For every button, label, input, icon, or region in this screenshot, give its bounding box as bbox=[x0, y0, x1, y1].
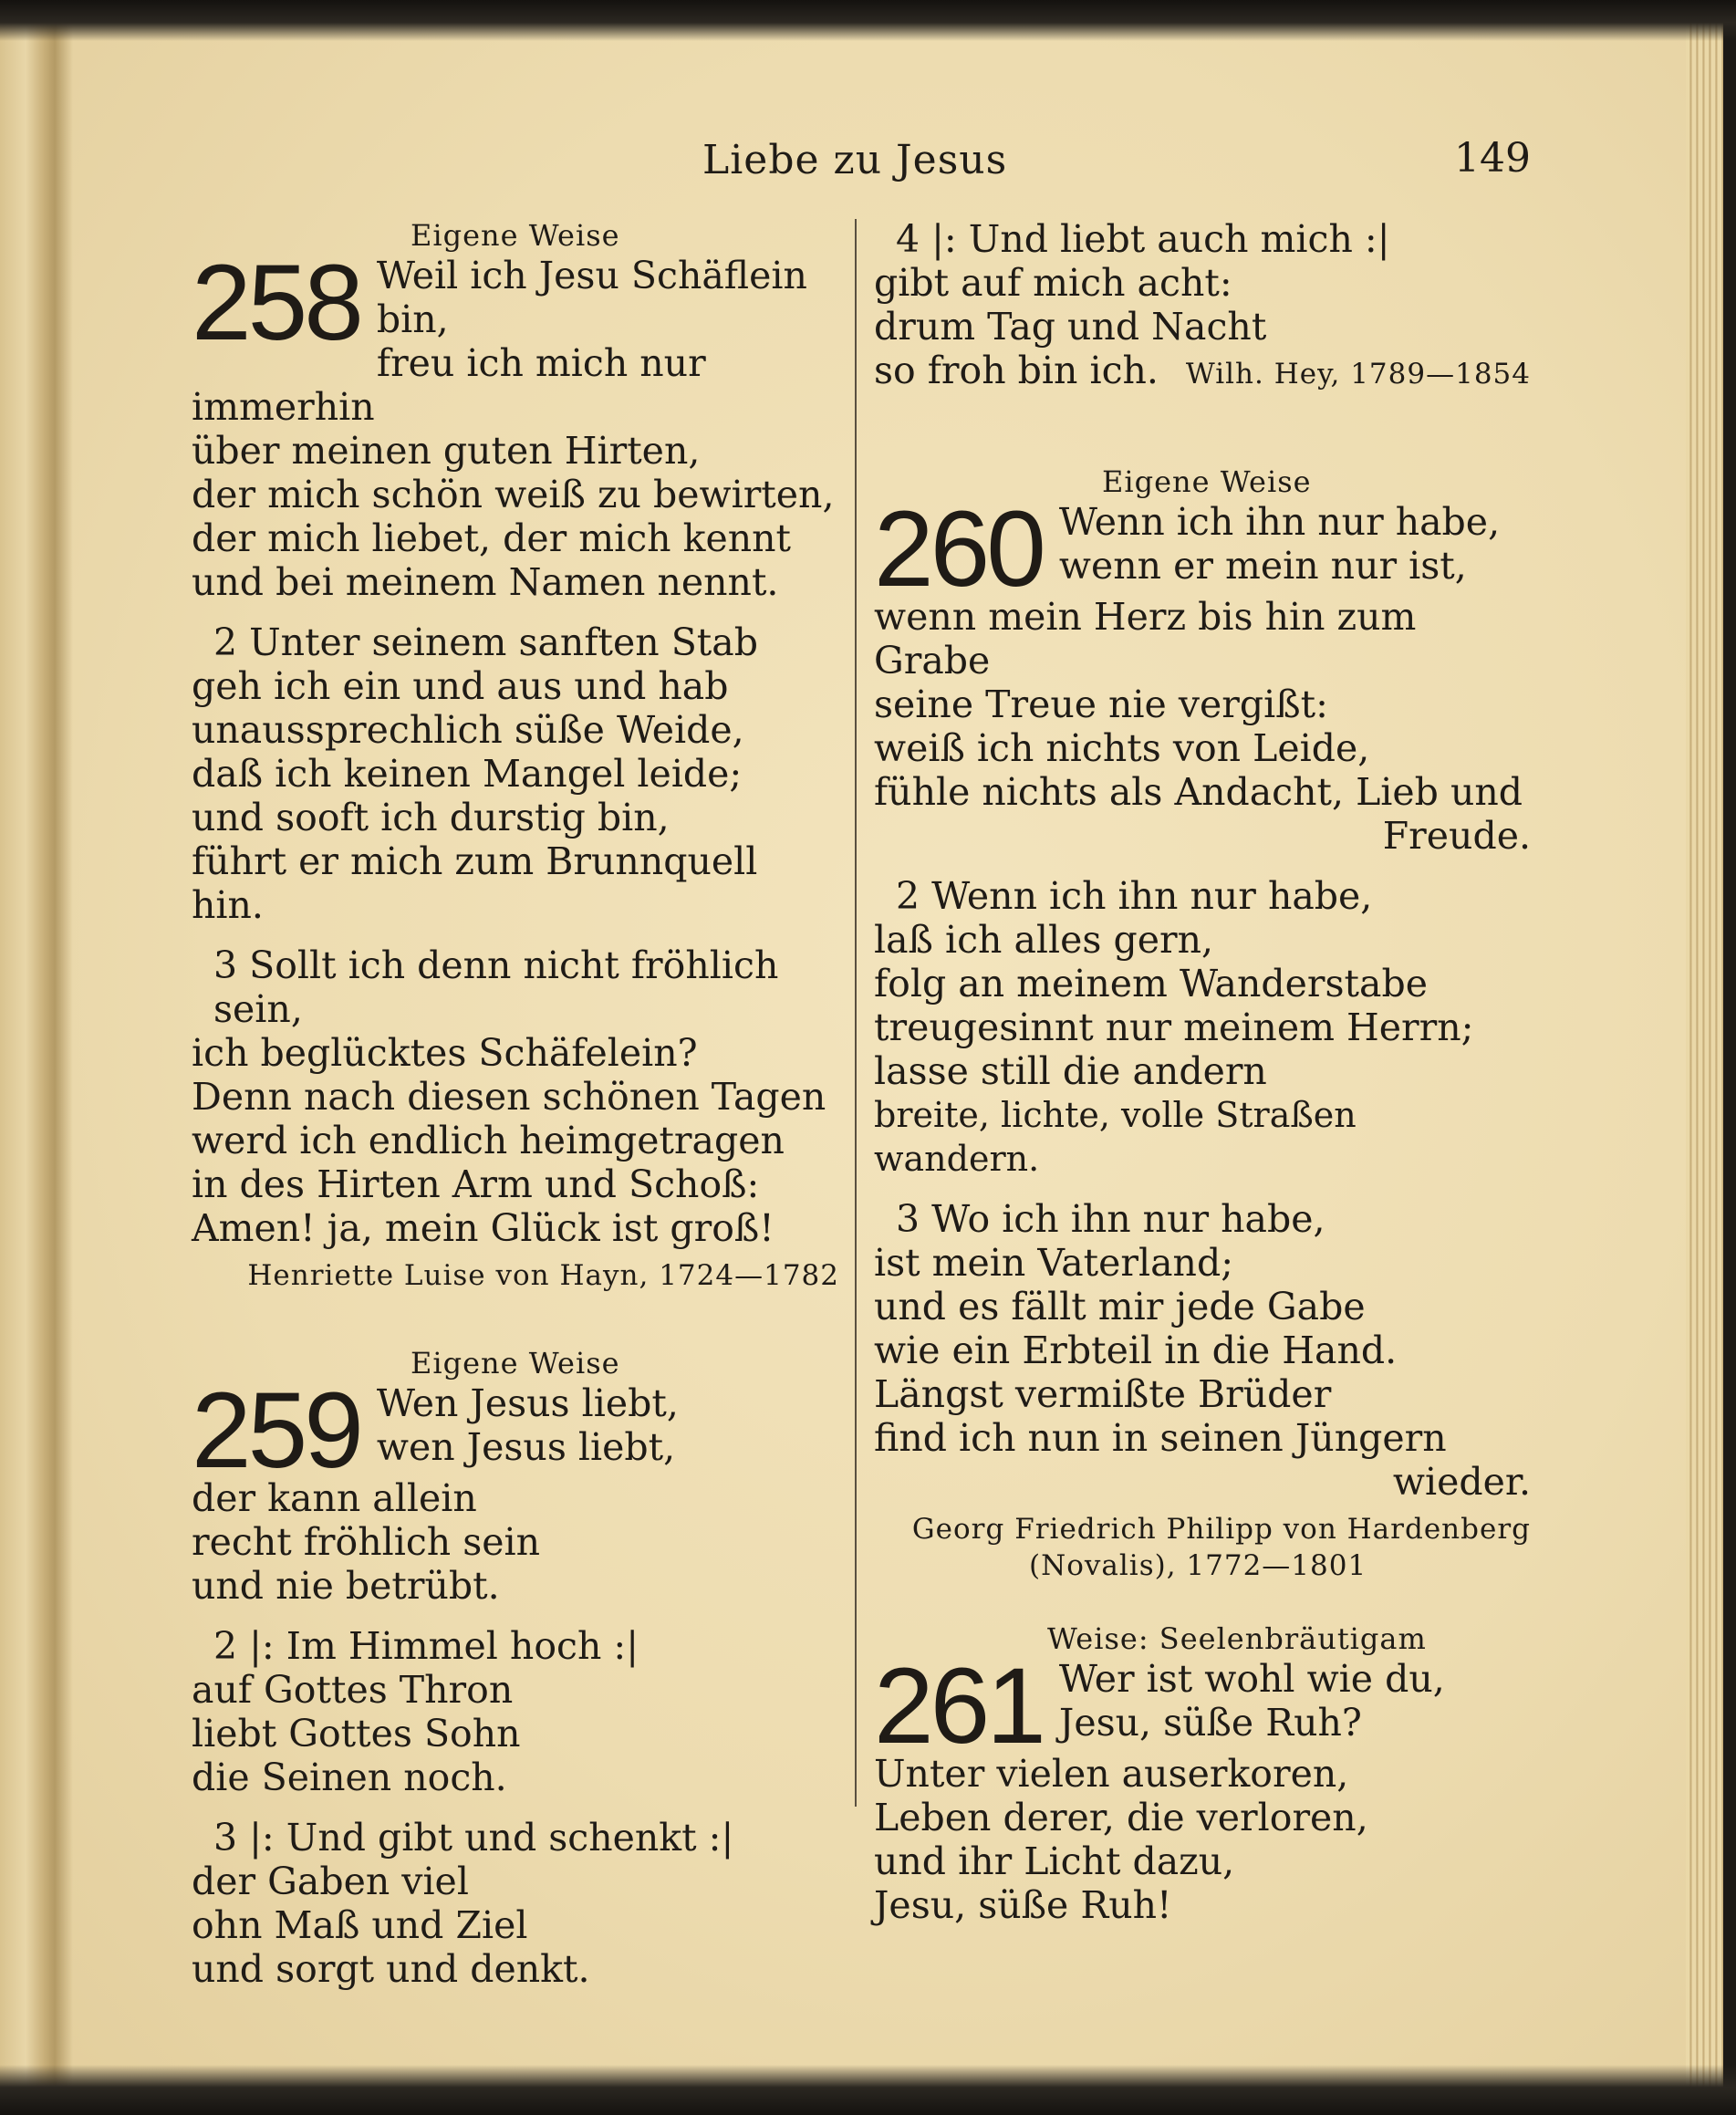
verse-line: Wenn ich ihn nur habe, bbox=[1058, 500, 1501, 544]
verse-line: freu ich mich nur immerhin bbox=[192, 341, 706, 429]
verse-line: und ihr Licht dazu, bbox=[874, 1839, 1235, 1883]
hymn-author: Georg Friedrich Philipp von Hardenberg bbox=[911, 1513, 1531, 1546]
verse-line: und sorgt und denkt. bbox=[192, 1947, 590, 1991]
verse-line: Unter vielen auserkoren, bbox=[874, 1752, 1349, 1796]
verse-line: liebt Gottes Sohn bbox=[192, 1712, 521, 1756]
verse-line: breite, lichte, volle Straßen wandern. bbox=[874, 1095, 1357, 1179]
column-divider bbox=[855, 219, 857, 1807]
verse-line: 3 |: Und gibt und schenkt :| bbox=[213, 1816, 734, 1860]
verse-line: der mich schön weiß zu bewirten, bbox=[192, 473, 835, 516]
hymn-number: 261 bbox=[874, 1646, 1043, 1766]
hymn-261 bbox=[874, 1620, 1531, 1927]
hymn-tune: Eigene Weise bbox=[1102, 464, 1312, 499]
hymn-tune: Eigene Weise bbox=[411, 1346, 620, 1380]
verse-line: ohn Maß und Ziel bbox=[192, 1903, 528, 1947]
verse-line: über meinen guten Hirten, bbox=[192, 429, 701, 473]
verse-line: auf Gottes Thron bbox=[192, 1668, 514, 1712]
verse-line: find ich nun in seinen Jüngern bbox=[874, 1416, 1447, 1460]
verse-line: so froh bin ich. bbox=[874, 349, 1159, 392]
stanza-2 bbox=[192, 620, 839, 927]
book-spine bbox=[0, 0, 73, 2115]
verse-line: 2 Unter seinem sanften Stab bbox=[213, 620, 758, 664]
verse-line: Weil ich Jesu Schäflein bin, bbox=[376, 254, 807, 341]
verse-line: wenn er mein nur ist, bbox=[1058, 544, 1467, 588]
verse-line: und nie betrübt. bbox=[192, 1564, 500, 1608]
hymn-258 bbox=[192, 217, 839, 1294]
verse-line: 4 |: Und liebt auch mich :| bbox=[896, 217, 1390, 261]
hymn-259-continued bbox=[874, 217, 1531, 392]
verse-line: 2 |: Im Himmel hoch :| bbox=[213, 1624, 639, 1668]
stanza-3 bbox=[192, 943, 839, 1250]
verse-line: 3 Sollt ich denn nicht fröhlich sein, bbox=[213, 943, 779, 1031]
verse-line: laß ich alles gern, bbox=[874, 918, 1214, 962]
verse-line: und es fällt mir jede Gabe bbox=[874, 1285, 1366, 1328]
verse-line: drum Tag und Nacht bbox=[874, 305, 1267, 349]
verse-line: daß ich keinen Mangel leide; bbox=[192, 752, 743, 796]
verse-line: Längst vermißte Brüder bbox=[874, 1372, 1332, 1416]
book-cover-edge bbox=[1723, 0, 1736, 2115]
verse-line: gibt auf mich acht: bbox=[874, 261, 1232, 305]
verse-line: Freude. bbox=[1382, 814, 1531, 858]
stanza-3 bbox=[192, 1816, 839, 1991]
hymn-author: Wilh. Hey, 1789—1854 bbox=[1185, 358, 1531, 391]
verse-line: wieder. bbox=[1392, 1460, 1531, 1504]
verse-line: ist mein Vaterland; bbox=[874, 1241, 1234, 1285]
verse-line: der kann allein bbox=[192, 1476, 477, 1520]
verse-line: unaussprechlich süße Weide, bbox=[192, 708, 744, 752]
hymn-number: 260 bbox=[874, 489, 1043, 609]
verse-line: recht fröhlich sein bbox=[192, 1520, 541, 1564]
verse-line: treugesinnt nur meinem Herrn; bbox=[874, 1005, 1474, 1049]
hymn-number: 259 bbox=[192, 1370, 360, 1491]
hymn-number: 258 bbox=[192, 243, 360, 363]
verse-line: die Seinen noch. bbox=[192, 1756, 507, 1799]
verse-line: 2 Wenn ich ihn nur habe, bbox=[896, 874, 1373, 918]
stanza-2 bbox=[192, 1624, 839, 1799]
verse-line: weiß ich nichts von Leide, bbox=[874, 726, 1370, 770]
verse-line: und sooft ich durstig bin, bbox=[192, 796, 670, 839]
verse-line: der mich liebet, der mich kennt bbox=[192, 516, 792, 560]
verse-line: wenn mein Herz bis hin zum Grabe bbox=[874, 595, 1417, 682]
verse-line: werd ich endlich heimgetragen bbox=[192, 1119, 785, 1162]
verse-line: 3 Wo ich ihn nur habe, bbox=[896, 1197, 1325, 1241]
verse-line: Jesu, süße Ruh? bbox=[1058, 1701, 1362, 1745]
verse-line: folg an meinem Wanderstabe bbox=[874, 962, 1428, 1005]
verse-line: seine Treue nie vergißt: bbox=[874, 682, 1328, 726]
verse-line: wen Jesus liebt, bbox=[376, 1425, 676, 1469]
hymn-author: Henriette Luise von Hayn, 1724—1782 bbox=[247, 1259, 839, 1292]
verse-line: führt er mich zum Brunnquell hin. bbox=[192, 839, 758, 927]
stanza-2 bbox=[874, 874, 1531, 1181]
verse-line: Wer ist wohl wie du, bbox=[1058, 1657, 1445, 1701]
hymn-tune: Eigene Weise bbox=[411, 218, 620, 253]
running-title: Liebe zu Jesus bbox=[702, 137, 1008, 183]
verse-line: in des Hirten Arm und Schoß: bbox=[192, 1162, 760, 1206]
scan-border-top bbox=[0, 0, 1736, 41]
verse-line: Amen! ja, mein Glück ist groß! bbox=[192, 1206, 774, 1250]
verse-line: und bei meinem Namen nennt. bbox=[192, 560, 779, 604]
stanza-3 bbox=[874, 1197, 1531, 1504]
verse-line: fühle nichts als Andacht, Lieb und bbox=[874, 770, 1523, 814]
verse-line: geh ich ein und aus und hab bbox=[192, 664, 729, 708]
scan-border-bottom bbox=[0, 2065, 1736, 2115]
verse-line: wie ein Erbteil in die Hand. bbox=[874, 1328, 1398, 1372]
hymn-tune: Weise: Seelenbräutigam bbox=[1047, 1621, 1427, 1656]
verse-line: Leben derer, die verloren, bbox=[874, 1796, 1368, 1839]
hymn-author-dates: (Novalis), 1772—1801 bbox=[1029, 1549, 1367, 1582]
hymn-259 bbox=[192, 1345, 839, 1991]
verse-line: ich beglücktes Schäfelein? bbox=[192, 1031, 698, 1075]
right-column bbox=[874, 217, 1531, 1951]
page-number: 149 bbox=[1454, 135, 1531, 182]
verse-line: Denn nach diesen schönen Tagen bbox=[192, 1075, 826, 1119]
verse-line: Wen Jesus liebt, bbox=[376, 1381, 679, 1425]
hymn-260 bbox=[874, 464, 1531, 1584]
verse-line: Jesu, süße Ruh! bbox=[874, 1883, 1172, 1927]
verse-line: der Gaben viel bbox=[192, 1860, 469, 1903]
left-column bbox=[192, 217, 839, 2015]
verse-line: lasse still die andern bbox=[874, 1049, 1267, 1093]
